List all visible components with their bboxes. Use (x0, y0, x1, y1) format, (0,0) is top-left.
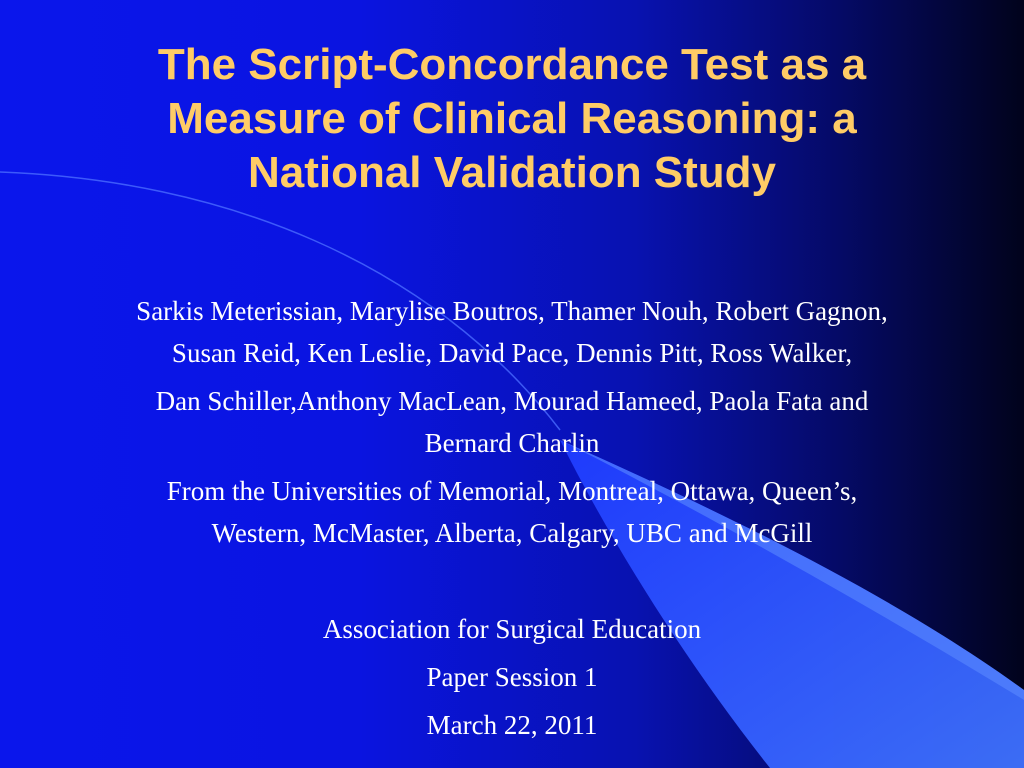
affiliation-line: Western, McMaster, Alberta, Calgary, UBC and McGill (211, 518, 813, 548)
spacer (20, 560, 1004, 608)
affiliation-line: From the Universities of Memorial, Montreal, Ottawa, Queen’s, (166, 476, 858, 506)
authors-cont-block (20, 380, 1004, 464)
title-line: National Validation Study (247, 148, 777, 197)
session: Paper Session 1 (426, 662, 598, 692)
slide-title (40, 38, 984, 200)
authors-block (20, 290, 1004, 374)
authors-line: Bernard Charlin (424, 428, 600, 458)
venue: Association for Surgical Education (322, 614, 702, 644)
date: March 22, 2011 (426, 710, 598, 740)
authors-line: Sarkis Meterissian, Marylise Boutros, Thamer Nouh, Robert Gagnon, (136, 296, 888, 326)
title-line: Measure of Clinical Reasoning: a (167, 94, 857, 143)
slide-body (20, 290, 1004, 746)
title-line: The Script-Concordance Test as a (157, 40, 867, 89)
affiliation-block (20, 470, 1004, 554)
authors-line: Dan Schiller,Anthony MacLean, Mourad Hameed, Paola Fata and (155, 386, 869, 416)
authors-line: Susan Reid, Ken Leslie, David Pace, Dennis Pitt, Ross Walker, (171, 338, 853, 368)
